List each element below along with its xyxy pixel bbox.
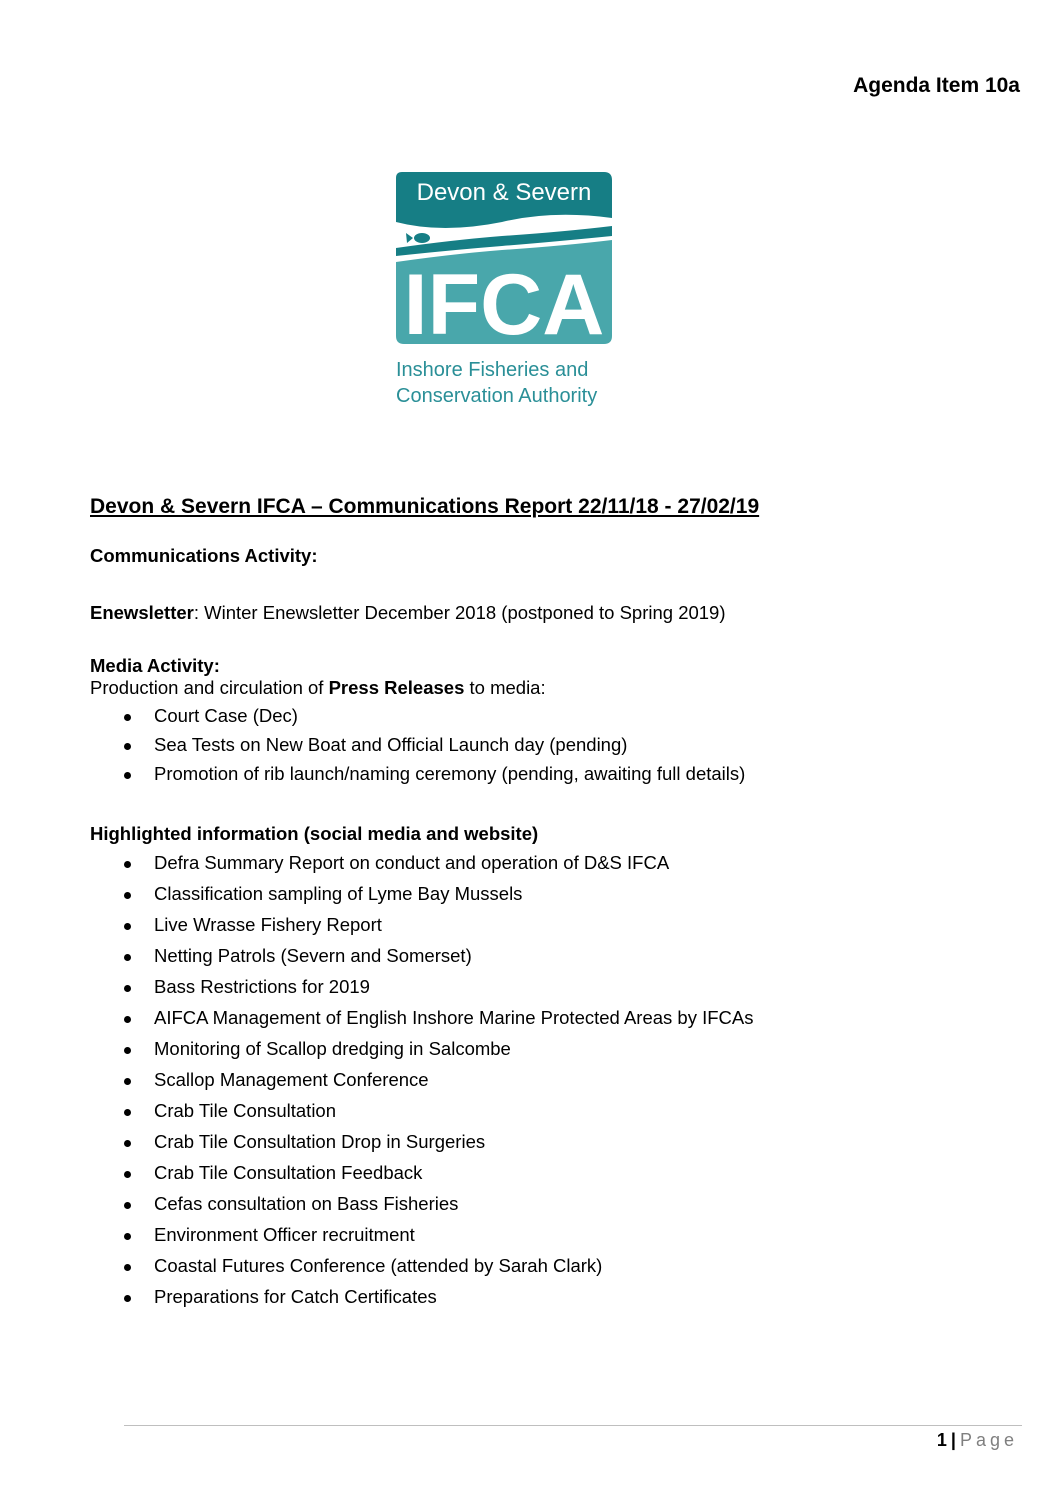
list-item-text: Bass Restrictions for 2019 [154,976,370,998]
list-item [90,1007,990,1038]
list-item-text: Court Case (Dec) [154,704,298,726]
report-title: Devon & Severn IFCA – Communications Report 22/11/18 - 27/02/19 [90,495,760,518]
enewsletter-line [90,602,990,624]
footer-divider [124,1425,1022,1426]
media-heading: Media Activity: [90,654,220,676]
list-item-text: Scallop Management Conference [154,1069,429,1091]
bullet-icon [124,714,131,721]
list-item-text: Crab Tile Consultation [154,1100,337,1122]
list-item [90,1100,990,1131]
ifca-logo-graphic [392,170,614,412]
list-item [90,1069,990,1100]
media-section [90,655,990,792]
media-intro-pre: Production and circulation of [90,676,329,698]
bullet-icon [124,1078,131,1085]
report-body [90,494,990,1317]
list-item-text: Environment Officer recruitment [154,1224,415,1246]
bullet-icon [124,985,131,992]
bullet-icon [124,1295,131,1302]
bullet-icon [124,861,131,868]
bullet-icon [124,954,131,961]
list-item [90,705,990,734]
list-item-text: Sea Tests on New Boat and Official Launch day (pending) [154,733,628,755]
agenda-item-label: Agenda Item 10a [853,74,1020,97]
list-item-text: Live Wrasse Fishery Report [154,914,382,936]
enewsletter-label: Enewsletter [90,602,194,624]
list-item-text: Defra Summary Report on conduct and operation of D&S IFCA [154,852,670,874]
highlight-heading: Highlighted information (social media and website) [90,822,539,844]
list-item-text: Crab Tile Consultation Feedback [154,1162,423,1184]
list-item [90,883,990,914]
list-item [90,1193,990,1224]
list-item [90,1255,990,1286]
bullet-icon [124,1016,131,1023]
bullet-icon [124,1233,131,1240]
bullet-icon [124,1202,131,1209]
bullet-icon [124,743,131,750]
bullet-icon [124,1047,131,1054]
list-item-text: Coastal Futures Conference (attended by Sarah Clark) [154,1255,603,1277]
media-intro-post: to media: [464,676,546,698]
list-item-text: Netting Patrols (Severn and Somerset) [154,945,472,967]
logo-sub-line2: Conservation Authority [396,385,598,407]
list-item-text: Monitoring of Scallop dredging in Salcombe [154,1038,511,1060]
list-item-text: AIFCA Management of English Inshore Marine Protected Areas by IFCAs [154,1007,754,1029]
media-intro [90,677,990,699]
activity-heading: Communications Activity: [90,545,318,567]
page-footer [937,1430,1018,1451]
logo-top-text: Devon & Severn [416,179,592,206]
ifca-logo [392,170,614,412]
media-list [90,705,990,792]
bullet-icon [124,1140,131,1147]
page-label: Page [959,1430,1018,1450]
list-item [90,1038,990,1069]
list-item [90,734,990,763]
list-item-text: Classification sampling of Lyme Bay Mussels [154,883,523,905]
bullet-icon [124,1264,131,1271]
bullet-icon [124,1109,131,1116]
list-item [90,763,990,792]
enewsletter-text: : Winter Enewsletter December 2018 (postponed to Spring 2019) [193,602,726,624]
highlight-section [90,823,990,1317]
list-item [90,852,990,883]
list-item [90,1162,990,1193]
logo-sub-line1: Inshore Fisheries and [396,359,589,381]
list-item [90,1286,990,1317]
list-item [90,1131,990,1162]
list-item [90,1224,990,1255]
bullet-icon [124,772,131,779]
list-item-text: Cefas consultation on Bass Fisheries [154,1193,459,1215]
bullet-icon [124,892,131,899]
bullet-icon [124,1171,131,1178]
page-number: 1 [936,1430,947,1450]
list-item [90,914,990,945]
list-item [90,945,990,976]
fish-icon [406,233,430,243]
bullet-icon [124,923,131,930]
list-item [90,976,990,1007]
list-item-text: Promotion of rib launch/naming ceremony (pending, awaiting full details) [154,762,746,784]
logo-main-text: IFCA [403,257,605,353]
list-item-text: Preparations for Catch Certificates [154,1286,437,1308]
media-intro-bold: Press Releases [328,676,465,698]
page-separator: | [950,1430,956,1450]
highlight-list [90,852,990,1317]
list-item-text: Crab Tile Consultation Drop in Surgeries [154,1131,486,1153]
